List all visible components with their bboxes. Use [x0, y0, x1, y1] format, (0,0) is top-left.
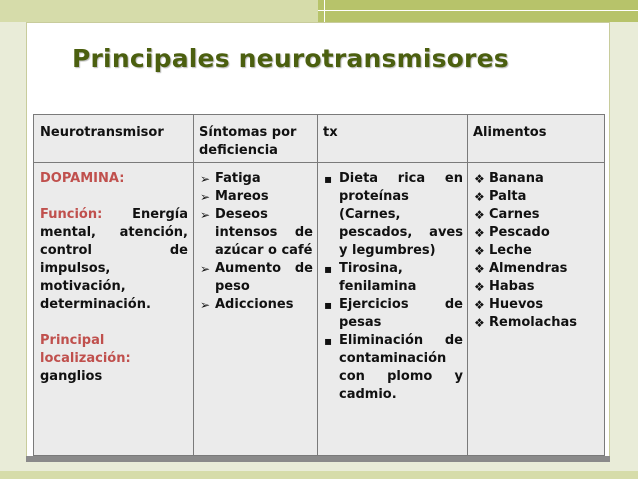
list-item: ❖ Carnes	[474, 207, 540, 222]
list-item: ➢ Fatiga	[200, 171, 261, 186]
diamond-bullet-icon: ❖	[474, 316, 485, 330]
neurotransmitter-table	[33, 114, 605, 456]
arrow-bullet-icon: ➢	[200, 262, 211, 276]
header-neurotransmitter: Neurotransmisor	[40, 125, 164, 140]
function-description	[40, 206, 188, 314]
arrow-bullet-icon: ➢	[200, 298, 211, 312]
header-symptoms: Síntomas por deficiencia	[199, 125, 297, 158]
arrow-bullet-icon: ➢	[200, 172, 211, 186]
column-divider	[317, 115, 318, 455]
list-item: ➢ Aumento de peso	[200, 261, 313, 294]
location-label: Principal localización:	[40, 333, 131, 366]
square-bullet-icon: ▪	[324, 298, 333, 312]
header-foods: Alimentos	[473, 125, 547, 140]
diamond-bullet-icon: ❖	[474, 298, 485, 312]
location-text: ganglios	[40, 369, 103, 384]
symptoms-list	[199, 170, 313, 314]
neurotransmitter-name: DOPAMINA:	[40, 171, 125, 186]
square-bullet-icon: ▪	[324, 334, 333, 348]
arrow-bullet-icon: ➢	[200, 190, 211, 204]
list-item: ❖ Almendras	[474, 261, 568, 276]
list-item: ❖ Pescado	[474, 225, 550, 240]
page-title: Principales neurotransmisores	[72, 44, 509, 73]
header-tx: tx	[323, 125, 338, 140]
list-item: ➢ Mareos	[200, 189, 269, 204]
column-divider	[467, 115, 468, 455]
list-item: ❖ Remolachas	[474, 315, 578, 330]
diamond-bullet-icon: ❖	[474, 280, 485, 294]
foods-list	[473, 170, 601, 332]
slide-shadow	[26, 456, 610, 462]
diamond-bullet-icon: ❖	[474, 226, 485, 240]
list-item: ❖ Habas	[474, 279, 535, 294]
column-divider	[193, 115, 194, 455]
diamond-bullet-icon: ❖	[474, 262, 485, 276]
function-label: Función:	[40, 207, 103, 222]
list-item: ▪ Eliminación de contaminación con plomo y cadmio.	[324, 333, 463, 402]
list-item: ❖ Huevos	[474, 297, 544, 312]
square-bullet-icon: ▪	[324, 172, 333, 186]
header-row-divider	[34, 162, 604, 163]
background-bottom-band	[0, 471, 638, 479]
diamond-bullet-icon: ❖	[474, 208, 485, 222]
decorative-corner-block	[318, 0, 638, 22]
list-item: ➢ Deseos intensos de azúcar o café	[200, 207, 313, 258]
function-text: Energía mental, atención, control de impulsos, motivación, determinación.	[40, 207, 188, 312]
list-item: ▪ Tirosina, fenilamina	[324, 261, 417, 294]
diamond-bullet-icon: ❖	[474, 190, 485, 204]
list-item: ❖ Leche	[474, 243, 532, 258]
tx-list	[323, 170, 463, 404]
list-item: ❖ Banana	[474, 171, 544, 186]
diamond-bullet-icon: ❖	[474, 172, 485, 186]
square-bullet-icon: ▪	[324, 262, 333, 276]
list-item: ▪ Ejercicios de pesas	[324, 297, 463, 330]
list-item: ❖ Palta	[474, 189, 527, 204]
diamond-bullet-icon: ❖	[474, 244, 485, 258]
list-item: ➢ Adicciones	[200, 297, 294, 312]
arrow-bullet-icon: ➢	[200, 208, 211, 222]
list-item: ▪ Dieta rica en proteínas (Carnes, pescados, aves y legumbres)	[324, 171, 463, 258]
neurotransmitter-cell	[40, 170, 188, 386]
